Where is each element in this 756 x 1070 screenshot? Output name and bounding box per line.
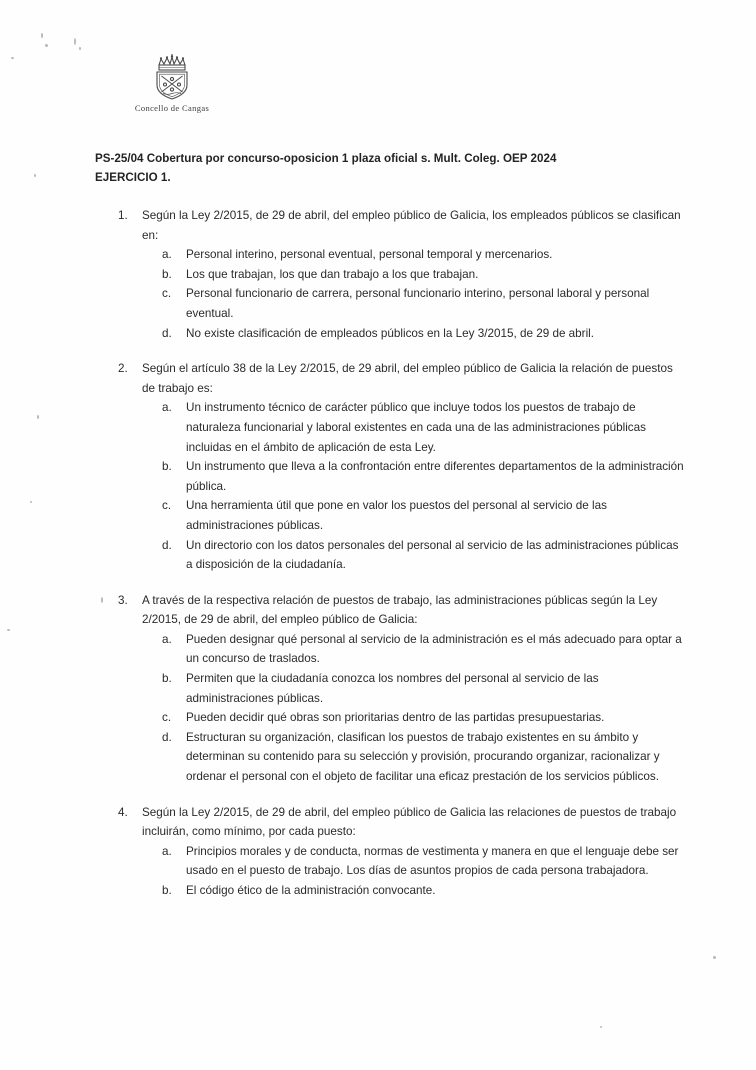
option-item: [0, 457, 756, 496]
option-letter: b.: [162, 460, 172, 474]
question-number: 2.: [118, 362, 128, 376]
option-item: [0, 669, 756, 708]
option-letter: a.: [162, 844, 172, 858]
question-stem: [0, 591, 756, 630]
scan-speck: [41, 33, 43, 38]
question-item: [0, 803, 756, 901]
question-stem: [0, 359, 756, 398]
option-text: Estructuran su organización, clasifican los puestos de trabajo existentes en su ámbito y determinan su contenido para su selección y provisión, procurando organizar, racionalizar y ordenar el personal con el objeto de facilitar una eficaz prestación de los servicios públicos.: [186, 730, 660, 784]
option-item: [0, 708, 756, 728]
question-stem: [0, 803, 756, 842]
scan-speck: [713, 956, 716, 959]
option-letter: a.: [162, 632, 172, 646]
option-letter: d.: [162, 538, 172, 552]
option-list: [0, 842, 756, 901]
option-text: Los que trabajan, los que dan trabajo a los que trabajan.: [186, 267, 479, 281]
option-text: Un directorio con los datos personales del personal al servicio de las administraciones públicas a disposición de la ciudadanía.: [186, 538, 679, 572]
coat-of-arms-icon: [149, 52, 195, 102]
option-text: Un instrumento que lleva a la confrontación entre diferentes departamentos de la administración pública.: [186, 460, 684, 493]
option-text: Pueden decidir qué obras son prioritarias dentro de las partidas presupuestarias.: [186, 711, 605, 725]
question-item: [0, 591, 756, 787]
option-letter: c.: [162, 287, 172, 301]
option-text: Personal interino, personal eventual, personal temporal y mercenarios.: [186, 248, 553, 262]
option-letter: a.: [162, 401, 172, 415]
option-letter: a.: [162, 248, 172, 262]
question-text: Según el artículo 38 de la Ley 2/2015, de 29 abril, del empleo público de Galicia la relación de puestos de trabajo es:: [142, 362, 673, 395]
option-letter: c.: [162, 711, 172, 725]
option-list: [0, 398, 756, 574]
option-item: [0, 728, 756, 787]
option-letter: b.: [162, 672, 172, 686]
option-item: [0, 630, 756, 669]
option-item: [0, 842, 756, 881]
option-letter: b.: [162, 267, 172, 281]
option-item: [0, 398, 756, 457]
option-list: [0, 630, 756, 787]
question-number: 1.: [118, 209, 128, 222]
question-number: 4.: [118, 805, 128, 819]
option-text: No existe clasificación de empleados públicos en la Ley 3/2015, de 29 de abril.: [186, 326, 595, 340]
scan-speck: [79, 47, 81, 50]
question-text: Según la Ley 2/2015, de 29 de abril, del empleo público de Galicia las relaciones de puestos de trabajo incluirán, como mínimo, por cada puesto:: [142, 805, 677, 839]
option-list: [0, 245, 756, 343]
letterhead: [108, 52, 236, 113]
option-letter: d.: [162, 326, 172, 340]
question-item: [0, 206, 756, 343]
option-item: [0, 245, 756, 265]
question-text: A través de la respectiva relación de puestos de trabajo, las administraciones públicas según la Ley 2/2015, de 29 de abril, del empleo público de Galicia:: [142, 593, 658, 627]
document-header-line-1: PS-25/04 Cobertura por concurso-oposicion 1 plaza oficial s. Mult. Coleg. OEP 2024: [95, 152, 557, 165]
scan-speck: [11, 57, 14, 59]
option-text: Una herramienta útil que pone en valor los puestos del personal al servicio de las administraciones públicas.: [186, 499, 607, 532]
option-item: [0, 536, 756, 575]
document-header: [95, 150, 695, 187]
scan-speck: [34, 174, 36, 177]
option-text: Pueden designar qué personal al servicio de la administración es el más adecuado para optar a un concurso de traslados.: [186, 632, 682, 666]
option-item: [0, 496, 756, 535]
option-text: Un instrumento técnico de carácter público que incluye todos los puestos de trabajo de naturaleza funcionarial y laboral existentes en cada una de las administraciones públicas incluidas en el ámbito de aplicación de esta Ley.: [186, 401, 646, 454]
scan-speck: [74, 38, 76, 45]
option-letter: d.: [162, 730, 172, 744]
option-text: Permiten que la ciudadanía conozca los nombres del personal al servicio de las administraciones públicas.: [186, 672, 599, 705]
question-text: Según la Ley 2/2015, de 29 de abril, del empleo público de Galicia, los empleados públicos se clasifican en:: [142, 209, 681, 242]
option-item: [0, 265, 756, 285]
option-item: [0, 284, 756, 323]
option-item: [0, 881, 756, 901]
document-header-line-2: EJERCICIO 1.: [95, 170, 171, 184]
question-stem: [0, 206, 756, 245]
letterhead-municipality-name: Concello de Cangas: [134, 103, 210, 113]
option-text: Personal funcionario de carrera, personal funcionario interino, personal laboral y personal eventual.: [186, 287, 650, 320]
scan-speck: [600, 1026, 602, 1028]
option-item: [0, 324, 756, 344]
question-number: 3.: [118, 593, 128, 607]
scan-speck: [45, 44, 48, 47]
question-item: [0, 359, 756, 575]
question-list: [0, 206, 756, 917]
option-text: El código ético de la administración convocante.: [186, 884, 436, 897]
option-letter: c.: [162, 499, 172, 513]
option-text: Principios morales y de conducta, normas de vestimenta y manera en que el lenguaje debe ser usado en el puesto de trabajo. Los días de asuntos propios de cada persona trabajadora.: [186, 844, 679, 878]
option-letter: b.: [162, 884, 172, 897]
